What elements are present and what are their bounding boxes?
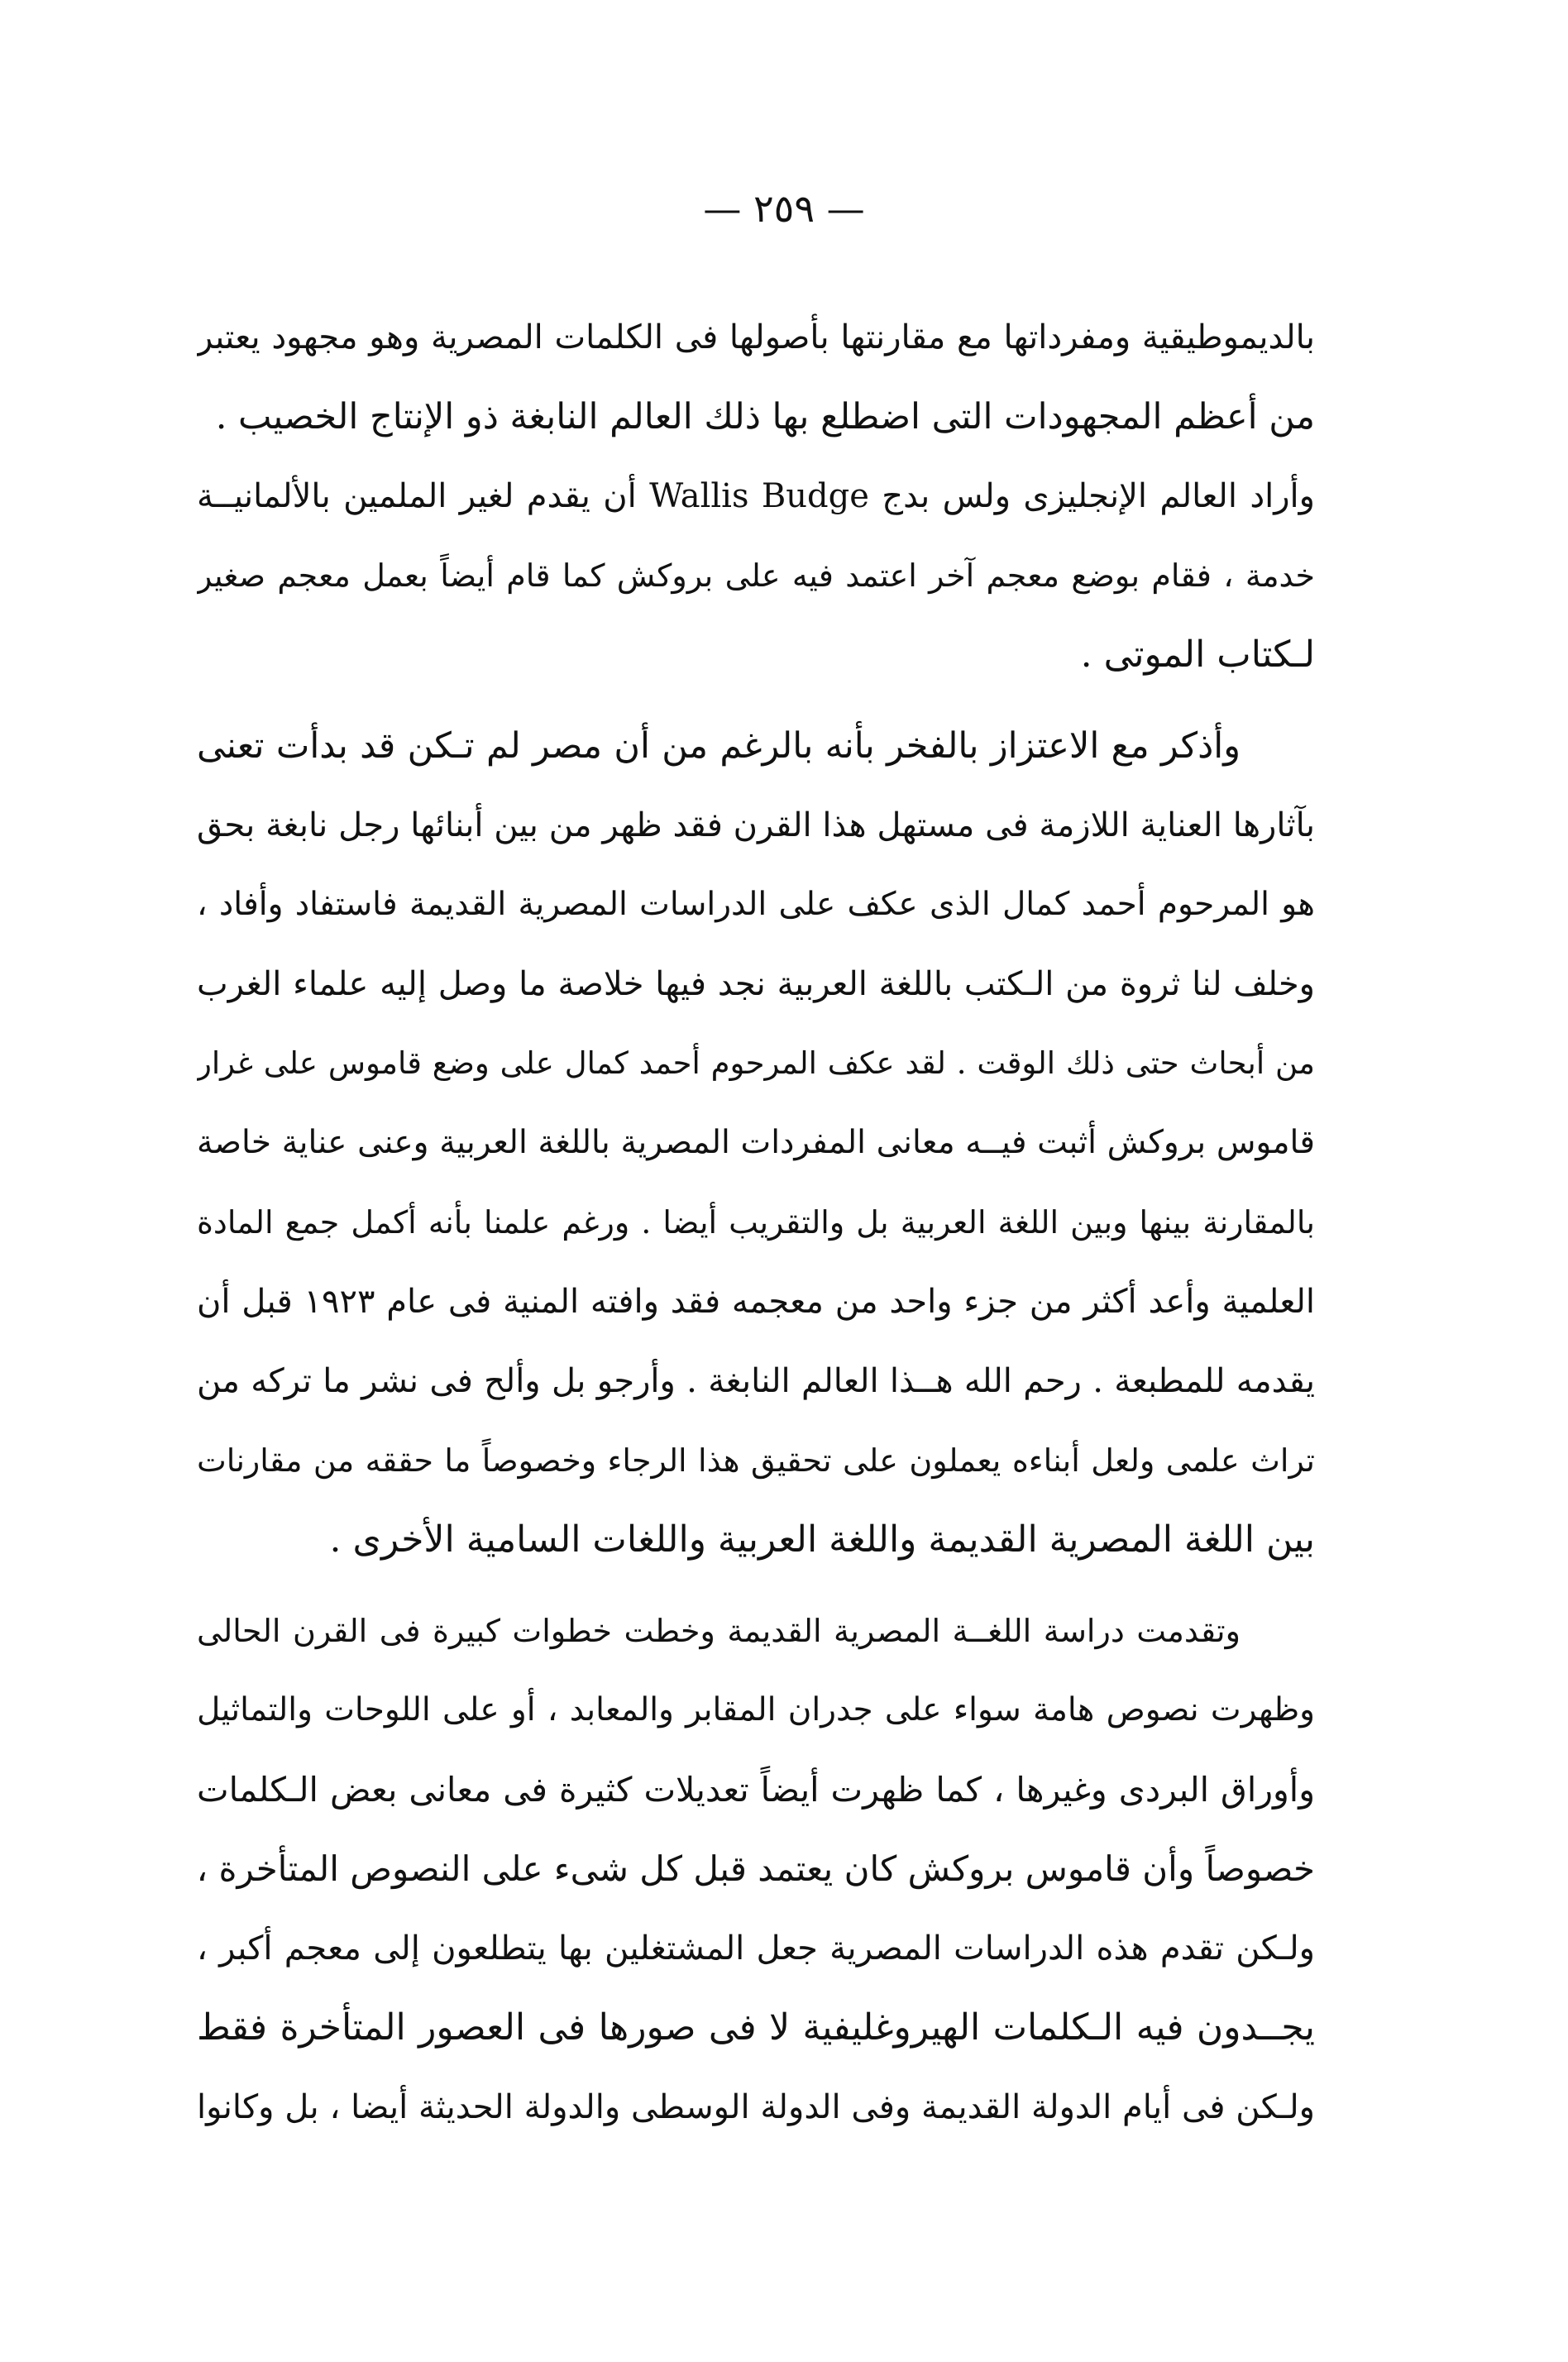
paragraph-1 xyxy=(197,298,1315,457)
text-line: خدمة ، فقام بوضع معجم آخر اعتمد فيه على بروكش كما قام أيضاً بعمل معجم صغير xyxy=(197,557,1315,594)
text-line: ولـكن فى أيام الدولة القديمة وفى الدولة الوسطى والدولة الحديثة أيضا ، بل وكانوا xyxy=(197,2088,1315,2126)
text-line: وتقدمت دراسة اللغــة المصرية القديمة وخطت خطوات كبيرة فى القرن الحالى xyxy=(197,1613,1241,1649)
text-line: بآثارها العناية اللازمة فى مستهل هذا القرن فقد ظهر من بين أبنائها رجل نابغة بحق xyxy=(197,806,1315,844)
text-line: لـكتاب الموتى . xyxy=(1080,634,1315,676)
text-line: ولـكن تقدم هذه الدراسات المصرية جعل المشتغلين بها يتطلعون إلى معجم أكبر ، xyxy=(197,1929,1315,1968)
text-line: يجــدون فيه الـكلمات الهيروغليفية لا فى صورها فى العصور المتأخرة فقط xyxy=(197,2006,1315,2049)
text-line: يقدمه للمطبعة . رحم الله هــذا العالم النابغة . وأرجو بل وألح فى نشر ما تركه من xyxy=(197,1362,1315,1400)
text-line: هو المرحوم أحمد كمال الذى عكف على الدراسات المصرية القديمة فاستفاد وأفاد ، xyxy=(197,886,1315,923)
text-line: بين اللغة المصرية القديمة واللغة العربية واللغات السامية الأخرى . xyxy=(329,1518,1315,1561)
text-line: وأوراق البردى وغيرها ، كما ظهرت أيضاً تعديلات كثيرة فى معانى بعض الـكلمات xyxy=(197,1770,1315,1810)
body-text xyxy=(197,298,1315,2147)
text-line: تراث علمى ولعل أبناءه يعملون على تحقيق هذا الرجاء وخصوصاً ما حققه من مقارنات xyxy=(197,1442,1315,1479)
text-line: قاموس بروكش أثبت فيــه معانى المفردات المصرية باللغة العربية وعنى عناية خاصة xyxy=(197,1124,1315,1161)
text-line: وأذكر مع الاعتزاز بالفخر بأنه بالرغم من أن مصر لم تـكن قد بدأت تعنى xyxy=(197,725,1241,767)
paragraph-2 xyxy=(197,457,1315,695)
page-number: — ٢٥٩ — xyxy=(703,186,865,231)
paragraph-4 xyxy=(197,1591,1315,2147)
text-line: بالديموطيقية ومفرداتها مع مقارنتها بأصولها فى الكلمات المصرية وهو مجهود يعتبر xyxy=(197,318,1315,356)
text-line: وأراد العالم الإنجليزى ولس بدج Wallis Budge أن يقدم لغير الملمين بالألمانيــة xyxy=(197,477,1315,515)
text-line: من أعظم المجهودات التى اضطلع بها ذلك العالم النابغة ذو الإنتاج الخصيب . xyxy=(215,396,1315,437)
text-line: وظهرت نصوص هامة سواء على جدران المقابر والمعابد ، أو على اللوحات والتماثيل xyxy=(197,1691,1315,1728)
text-line: العلمية وأعد أكثر من جزء واحد من معجمه فقد وافته المنية فى عام ١٩٢٣ قبل أن xyxy=(197,1283,1315,1321)
paragraph-3 xyxy=(197,706,1315,1580)
text-line: خصوصاً وأن قاموس بروكش كان يعتمد قبل كل شىء على النصوص المتأخرة ، xyxy=(197,1848,1315,1889)
text-line: وخلف لنا ثروة من الـكتب باللغة العربية نجد فيها خلاصة ما وصل إليه علماء الغرب xyxy=(197,965,1315,1003)
text-line: بالمقارنة بينها وبين اللغة العربية بل والتقريب أيضا . ورغم علمنا بأنه أكمل جمع المادة xyxy=(197,1204,1315,1241)
text-line: من أبحاث حتى ذلك الوقت . لقد عكف المرحوم أحمد كمال على وضع قاموس على غرار xyxy=(197,1045,1315,1081)
